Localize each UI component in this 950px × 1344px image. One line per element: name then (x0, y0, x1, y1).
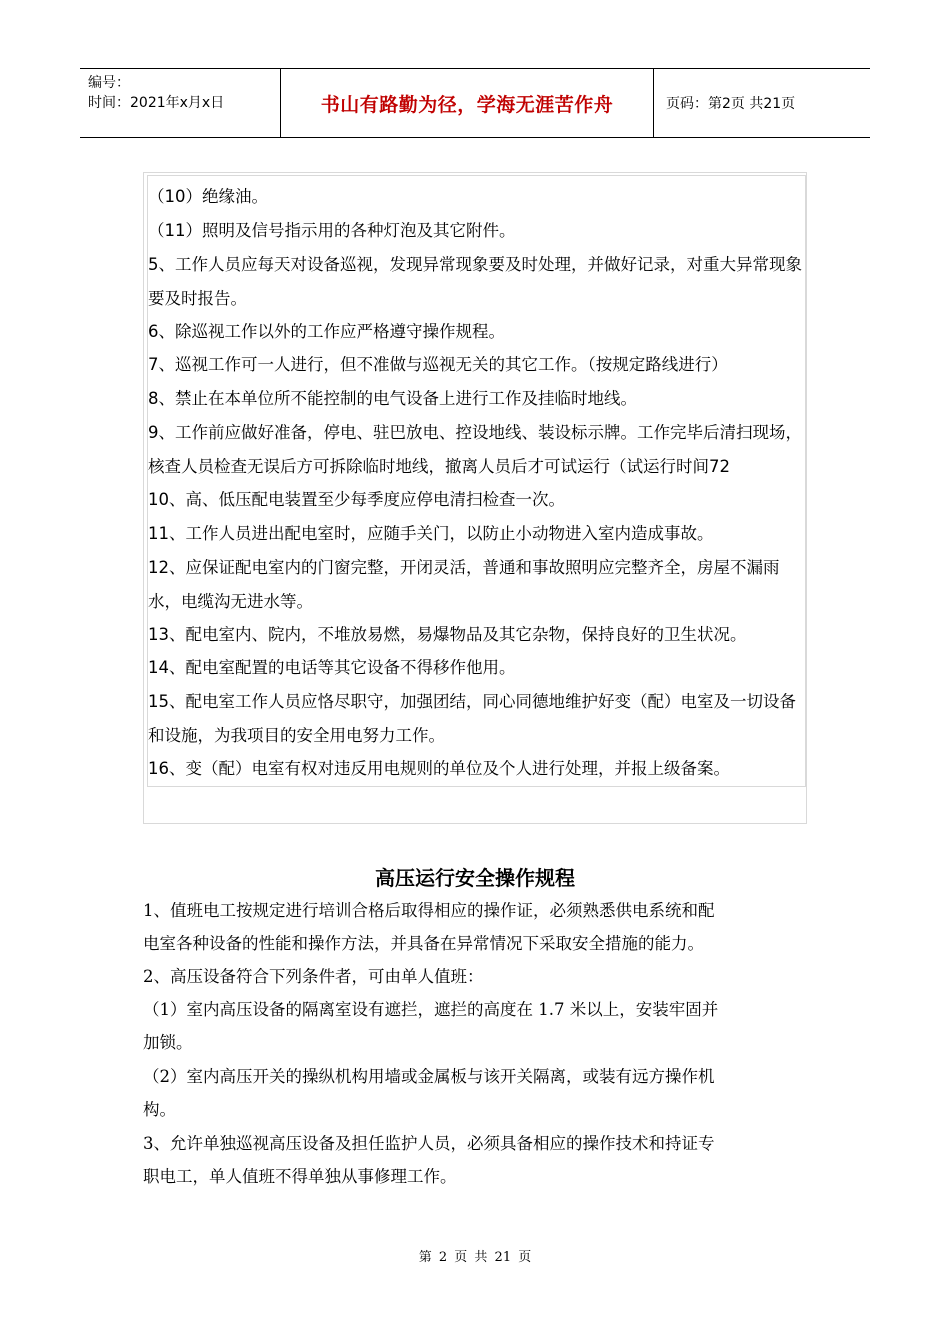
body-line: 职电工，单人值班不得单独从事修理工作。 (143, 1167, 457, 1186)
body-line: 2、高压设备符合下列条件者，可由单人值班： (143, 967, 484, 986)
header-page-info: 页码：第2页 共21页 (666, 96, 796, 112)
body-line: （1）室内高压设备的隔离室设有遮拦，遮拦的高度在 1.7 米以上，安装牢固并 (143, 1000, 719, 1019)
box-line: 15、配电室工作人员应恪尽职守，加强团结，同心同德地维护好变（配）电室及一切设备 (148, 692, 796, 711)
box-line: 12、应保证配电室内的门窗完整，开闭灵活，普通和事故照明应完整齐全，房屋不漏雨 (148, 558, 780, 577)
page-header (80, 68, 870, 138)
box-line: （11）照明及信号指示用的各种灯泡及其它附件。 (148, 221, 516, 240)
header-motto: 书山有路勤为径，学海无涯苦作舟 (320, 93, 614, 116)
box-line: 14、配电室配置的电话等其它设备不得移作他用。 (148, 658, 516, 677)
box-line: 核查人员检查无误后方可拆除临时地线，撤离人员后才可试运行（试运行时间72 (148, 457, 730, 476)
section-title: 高压运行安全操作规程 (375, 866, 575, 890)
box-line: 13、配电室内、院内，不堆放易燃，易爆物品及其它杂物，保持良好的卫生状况。 (148, 625, 747, 644)
box-line: 要及时报告。 (148, 289, 247, 308)
box-line: 11、工作人员进出配电室时，应随手关门，以防止小动物进入室内造成事故。 (148, 524, 714, 543)
body-line: 电室各种设备的性能和操作方法，并具备在异常情况下采取安全措施的能力。 (143, 934, 704, 953)
body-line: 3、允许单独巡视高压设备及担任监护人员，必须具备相应的操作技术和持证专 (143, 1134, 715, 1153)
box-line: 16、变（配）电室有权对违反用电规则的单位及个人进行处理，并报上级备案。 (148, 759, 730, 778)
box-line: 9、工作前应做好准备，停电、驻巴放电、控设地线、装设标示牌。工作完毕后清扫现场， (148, 423, 802, 442)
header-meta (80, 69, 281, 137)
box-line: 和设施，为我项目的安全用电努力工作。 (148, 726, 445, 745)
box-line: （10）绝缘油。 (148, 187, 268, 206)
box-line: 6、除巡视工作以外的工作应严格遵守操作规程。 (148, 322, 505, 341)
body-line: 加锁。 (143, 1033, 193, 1052)
document-date: 时间：2021年x月x日 (88, 95, 225, 111)
box-line: 5、工作人员应每天对设备巡视，发现异常现象要及时处理，并做好记录，对重大异常现象 (148, 255, 802, 274)
box-line: 10、高、低压配电装置至少每季度应停电清扫检查一次。 (148, 490, 565, 509)
document-number: 编号： (88, 75, 130, 91)
page-footer: 第 2 页 共 21 页 (418, 1250, 532, 1265)
box-line: 水，电缆沟无进水等。 (148, 592, 313, 611)
body-line: 构。 (143, 1100, 176, 1119)
body-line: 1、值班电工按规定进行培训合格后取得相应的操作证，必须熟悉供电系统和配 (143, 901, 715, 920)
box-line: 8、禁止在本单位所不能控制的电气设备上进行工作及挂临时地线。 (148, 389, 637, 408)
header-motto-cell (281, 69, 654, 137)
box-line: 7、巡视工作可一人进行，但不准做与巡视无关的其它工作。（按规定路线进行） (148, 355, 728, 374)
body-line: （2）室内高压开关的操纵机构用墙或金属板与该开关隔离，或装有远方操作机 (143, 1067, 715, 1086)
